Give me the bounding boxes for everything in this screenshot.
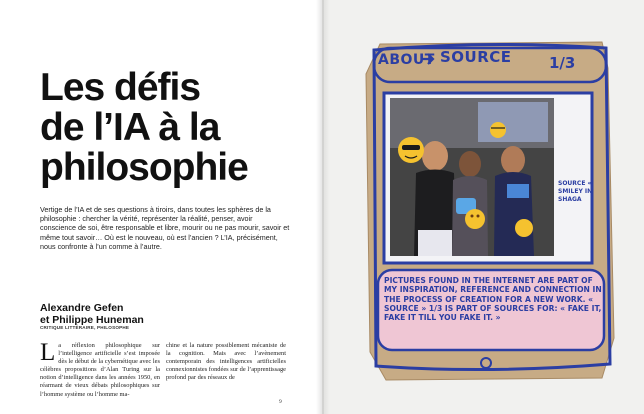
- smiley-kiss-icon: [465, 209, 485, 229]
- headline-line-1: Les défis: [40, 66, 201, 109]
- author-line-2: et Philippe Huneman: [40, 314, 144, 326]
- sign-card: [507, 184, 529, 198]
- article-headline: [40, 68, 310, 188]
- page-number: 9: [279, 399, 282, 405]
- body-column-2: chine et la nature possiblement mécaniste de la cognition. Mais avec l’avènement contemporain des intelligences artificielles connexionnistes fondées sur de l’apprentissage profond par des réseaux de: [166, 342, 286, 382]
- headline-line-2: de l’IA à la: [40, 106, 220, 149]
- art-header-number: 1/3: [549, 54, 576, 72]
- person-3-face: [501, 146, 525, 174]
- art-header-source: SOURCE: [440, 48, 512, 66]
- author-line-1: Alexandre Gefen: [40, 302, 124, 314]
- art-caption: PICTURES FOUND IN THE INTERNET ARE PART OF MY INSPIRATION, REFERENCE AND CONNECTION IN THE PROCESS OF CREATION FOR A NEW WORK. « SOURCE » 1/3 IS PART OF SOURCES FOR: « FAKE IT, FAKE IT TILL YOU FAKE IT. »: [384, 276, 602, 323]
- art-side-note: SOURCE « SMILEY IN SHAGA: [558, 180, 593, 203]
- body-column-1-text: a réflexion philosophique sur l’intelligence artificielle s’est imposée dès le début de la cybernétique avec les célèbres propositions d’Alan Turing sur la notion d’intelligence dans les années 1950, en réarmant de vieux débats philosophiques sur l’homme système ou l’homme ma-: [40, 342, 160, 398]
- person-1-face: [422, 141, 448, 171]
- art-header-about: ABOUT: [378, 52, 435, 68]
- artwork: [358, 38, 624, 382]
- drop-cap: L: [40, 339, 56, 366]
- page-gutter: [316, 0, 330, 414]
- smiley-laugh-icon: [515, 219, 533, 237]
- headline-line-3: philosophie: [40, 146, 248, 189]
- article-lede: Vertige de l’IA et de ses questions à tiroirs, dans toutes les sphères de la philosophie : chercher la vérité, représenter la réalité, penser, avoir conscience de soi, être responsable et libre, mourir ou ne pas mourir, savoir et même tout savoir… Où est le nouveau, où est l’ancien ? L’IA, précisément, nous confronte à l’un comme à l’autre.: [40, 205, 290, 251]
- body-column-1: [40, 339, 160, 399]
- article-authors: [40, 302, 290, 326]
- smiley-small-icon: [490, 122, 506, 138]
- person-1-pants: [418, 230, 452, 256]
- author-role: CRITIQUE LITTÉRAIRE, PHILOSOPHE: [40, 325, 130, 330]
- photo-window: [478, 102, 548, 142]
- artwork-drawing: [358, 38, 624, 382]
- person-2-face: [459, 151, 481, 177]
